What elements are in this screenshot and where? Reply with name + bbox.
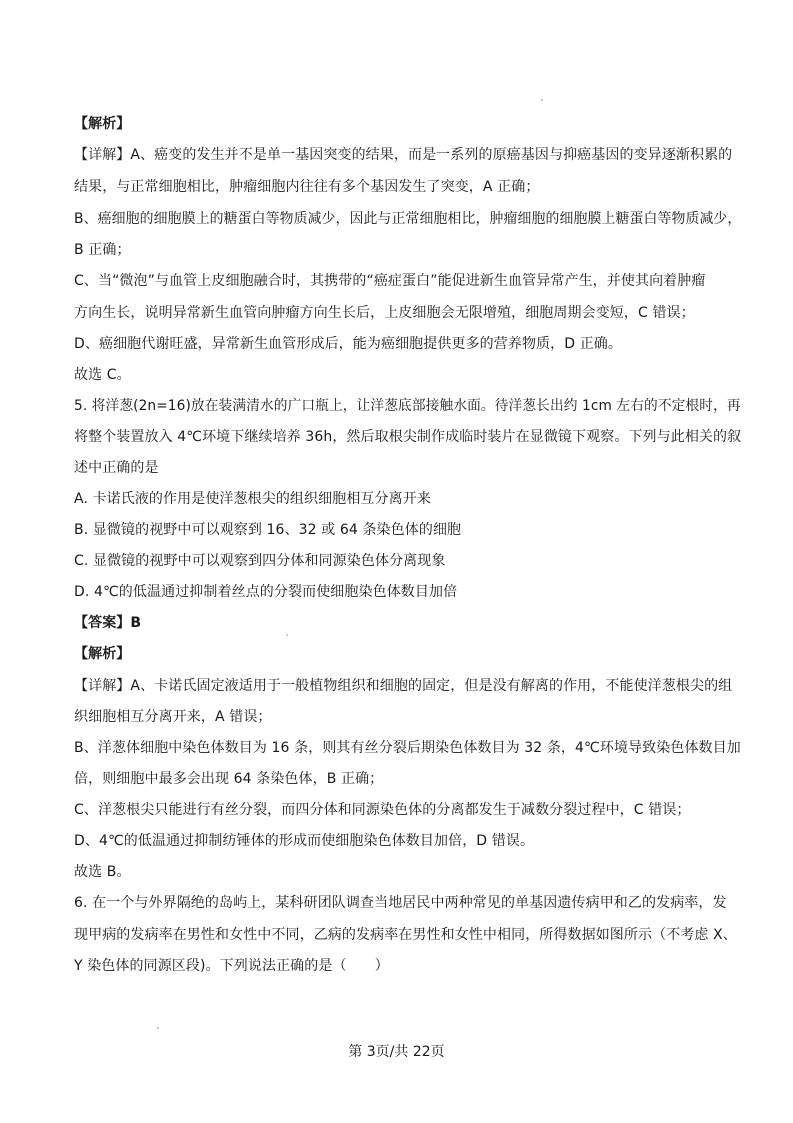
paragraph-line: D、癌细胞代谢旺盛，异常新生血管形成后，能为癌细胞提供更多的营养物质，D 正确。 (74, 336, 623, 352)
question-5-stem: 述中正确的是 (74, 460, 159, 476)
speck-mark (286, 634, 288, 636)
paragraph-line: 织细胞相互分离开来，A 错误； (74, 709, 272, 725)
paragraph-line: C、洋葱根尖只能进行有丝分裂，而四分体和同源染色体的分离都发生于减数分裂过程中，C 错误； (74, 802, 691, 818)
speck-mark (157, 1027, 159, 1029)
paragraph-line: 【详解】A、卡诺氏固定液适用于一般植物组织和细胞的固定，但是没有解离的作用，不能使洋葱根尖的组 (74, 678, 733, 694)
conclusion-line: 故选 C。 (74, 367, 131, 383)
section-heading-analysis: 【解析】 (74, 116, 131, 132)
paragraph-line: B、洋葱体细胞中染色体数目为 16 条，则其有丝分裂后期染色体数目为 32 条，4℃环境导致染色体数目加 (74, 740, 741, 756)
question-6-stem: 6. 在一个与外界隔绝的岛屿上，某科研团队调查当地居民中两种常见的单基因遗传病甲和乙的发病率，发 (74, 895, 727, 911)
paragraph-line: B 正确； (74, 242, 131, 258)
question-6-stem: 现甲病的发病率在男性和女性中不同，乙病的发病率在男性和女性中相同，所得数据如图所示（不考虑 X、 (74, 927, 737, 943)
question-5-stem: 将整个装置放入 4℃环境下继续培养 36h，然后取根尖制作成临时装片在显微镜下观察。下列与此相关的叙 (74, 429, 742, 445)
paragraph-line: B、癌细胞的细胞膜上的糖蛋白等物质减少，因此与正常细胞相比，肿瘤细胞的细胞膜上糖蛋白等物质减少， (74, 211, 742, 227)
paragraph-line: C、当“微泡”与血管上皮细胞融合时，其携带的“癌症蛋白”能促进新生血管异常产生，并使其向着肿瘤 (74, 273, 706, 289)
page-footer: 第 3页/共 22页 (348, 1044, 445, 1060)
paragraph-line: 结果，与正常细胞相比，肿瘤细胞内往往有多个基因发生了突变，A 正确； (74, 179, 540, 195)
option-d: D. 4℃的低温通过抑制着丝点的分裂而使细胞染色体数目加倍 (74, 584, 458, 600)
paragraph-line: 倍，则细胞中最多会出现 64 条染色体，B 正确； (74, 771, 384, 787)
conclusion-line: 故选 B。 (74, 864, 131, 880)
speck-mark (541, 99, 543, 101)
question-6-stem: Y 染色体的同源区段)。下列说法正确的是（ ） (74, 958, 389, 974)
paragraph-line: 方向生长，说明异常新生血管向肿瘤方向生长后，上皮细胞会无限增殖，细胞周期会变短，C 错误； (74, 305, 695, 321)
option-a: A. 卡诺氏液的作用是使洋葱根尖的组织细胞相互分离开来 (74, 491, 431, 507)
section-heading-analysis: 【解析】 (74, 646, 131, 662)
paragraph-line: 【详解】A、癌变的发生并不是单一基因突变的结果，而是一系列的原癌基因与抑癌基因的变异逐渐积累的 (74, 147, 733, 163)
option-c: C. 显微镜的视野中可以观察到四分体和同源染色体分离现象 (74, 553, 446, 569)
question-5-stem: 5. 将洋葱(2n=16)放在装满清水的广口瓶上，让洋葱底部接触水面。待洋葱长出约 1cm 左右的不定根时，再 (74, 398, 741, 414)
answer-line: 【答案】B (74, 615, 142, 631)
option-b: B. 显微镜的视野中可以观察到 16、32 或 64 条染色体的细胞 (74, 522, 462, 538)
paragraph-line: D、4℃的低温通过抑制纺锤体的形成而使细胞染色体数目加倍，D 错误。 (74, 833, 535, 849)
